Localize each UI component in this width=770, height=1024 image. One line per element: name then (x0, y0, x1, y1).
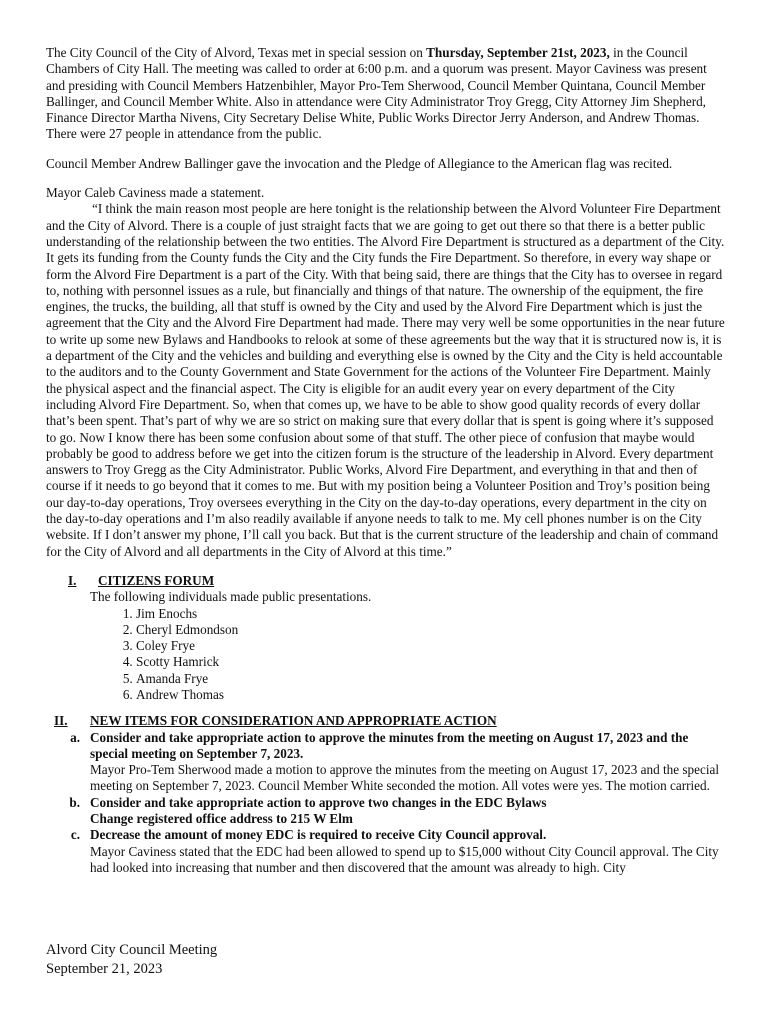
statement-lead: Mayor Caleb Caviness made a statement. (46, 185, 265, 201)
section-number: II. (54, 713, 68, 729)
agenda-item-body: Mayor Caviness stated that the EDC had been allowed to spend up to $15,000 without City Council approval. The City had looked into increasing that number and then discovered that the amount was already to high. City (90, 843, 719, 875)
list-item: 4. Scotty Hamrick (136, 654, 726, 670)
footer-title: Alvord City Council Meeting (46, 942, 218, 958)
footer-date: September 21, 2023 (46, 961, 163, 977)
agenda-item-a: a. Consider and take appropriate action to approve the minutes from the meeting on August 17, 2023 and the special meeting on September 7, 2023. Mayor Pro-Tem Sherwood made a motion to approve the minutes from the meeting on August 17, 2023 and the special meeting on September 7, 2023. Council Member White seconded the motion. All votes were yes. The motion carried. (46, 730, 726, 795)
section-new-items (46, 713, 726, 729)
agenda-item-b: b. Consider and take appropriate action to approve two changes in the EDC Bylaws Change registered office address to 215 W Elm (46, 795, 726, 828)
section-title: CITIZENS FORUM (98, 572, 215, 588)
list-item: 6. Andrew Thomas (136, 687, 726, 703)
list-item: 5. Amanda Frye (136, 671, 726, 687)
section-number: I. (68, 572, 77, 588)
presenter-list (46, 606, 726, 704)
agenda-item-c: c. Decrease the amount of money EDC is required to receive City Council approval. Mayor Caviness stated that the EDC had been allowed to spend up to $15,000 without City Council approval. The City had looked into increasing that number and then discovered that the amount was already to high. City (46, 827, 726, 876)
agenda-item-body: Mayor Pro-Tem Sherwood made a motion to approve the minutes from the meeting on August 17, 2023 and the special meeting on September 7, 2023. Council Member White seconded the motion. All votes were yes. The motion carried. (90, 762, 720, 794)
section-title: NEW ITEMS FOR CONSIDERATION AND APPROPRIATE ACTION (90, 713, 497, 729)
minutes-page (46, 45, 726, 876)
agenda-item-subheading: Change registered office address to 215 W Elm (90, 811, 353, 827)
section-citizens-forum (46, 573, 726, 589)
list-item: 3. Coley Frye (136, 638, 726, 654)
agenda-item-heading: Consider and take appropriate action to approve two changes in the EDC Bylaws (90, 794, 547, 810)
meeting-date: Thursday, September 21st, 2023, (426, 45, 610, 60)
section-intro: The following individuals made public presentations. (90, 589, 372, 605)
invocation-paragraph: Council Member Andrew Ballinger gave the invocation and the Pledge of Allegiance to the American flag was recited. (46, 155, 673, 171)
statement-quote: “I think the main reason most people are here tonight is the relationship between the Alvord Volunteer Fire Department and the City of Alvord. There is a couple of just straight facts that we are going to get out there so that there is a better public understanding of the relationship between the two entities. The Alvord Fire Department is structured as a department of the City. It gets its funding from the County funds the City and the City funds the Fire Department. So therefore, in every way shape or form the Alvord Fire Department is a part of the City. With that being said, there are things that the City has to oversee in regard to, nothing with personnel issues as a rule, but financially and things of that nature. The ownership of the equipment, the fire engines, the trucks, the building, all that stuff is owned by the City and used by the Alvord Fire Department which is just the agreement that the City and the Alvord Fire Department had made. There may very well be some opportunities in the near future to write up some new Bylaws and Handbooks to relook at some of these agreements but the way that it is structured now is, it is a department of the City and the vehicles and building and everything else is owned by the City and the City is held accountable to the auditors and to the County Government and State Government for the actions of the Volunteer Fire Department. Mainly the physical aspect and the financial aspect. The City is eligible for an audit every year on every department of the City including Alvord Fire Department. So, when that comes up, we have to be able to show good quality records of every dollar that’s been spent. That’s part of why we are so strict on making sure that every dollar that is spent is going where it’s supposed to go. Now I know there has been some confusion about some of that stuff. The other piece of confusion that maybe would probably be good to address before we get into the citizen forum is the structure of the leadership in Alvord. Every department answers to Troy Gregg as the City Administrator. Public Works, Alvord Fire Department, and everything in that and then of course if it needs to go beyond that it comes to me. But with my position being a Volunteer Position and Troy’s position being our day-to-day operations, Troy oversees everything in the City on the day-to-day operations, every department in the city on the day-to-day operations and I’m also readily available if anyone needs to talk to me. My cell phones number is on the City website. If I don’t answer my phone, I’ll call you back. But that is the current structure of the leadership and chain of command for the City of Alvord and all departments in the City of Alvord at this time.” (46, 201, 725, 559)
intro-paragraph: The City Council of the City of Alvord, Texas met in special session on Thursday, September 21st, 2023, in the Council Chambers of City Hall. The meeting was called to order at 6:00 p.m. and a quorum was present. Mayor Caviness was present and presiding with Council Members Hatzenbihler, Mayor Pro-Tem Sherwood, Council Member Quintana, Council Member Ballinger, and Council Member White. Also in attendance were City Administrator Troy Gregg, City Attorney Jim Shepherd, Finance Director Martha Nivens, City Secretary Delise White, Public Works Director Jerry Anderson, and Andrew Thomas. There were 27 people in attendance from the public. (46, 45, 707, 142)
agenda-item-heading: Consider and take appropriate action to approve the minutes from the meeting on August 17, 2023 and the special meeting on September 7, 2023. (90, 729, 689, 761)
list-item: 1. Jim Enochs (136, 606, 726, 622)
list-item: 2. Cheryl Edmondson (136, 622, 726, 638)
page-footer (46, 941, 217, 979)
agenda-item-heading: Decrease the amount of money EDC is required to receive City Council approval. (90, 827, 547, 843)
